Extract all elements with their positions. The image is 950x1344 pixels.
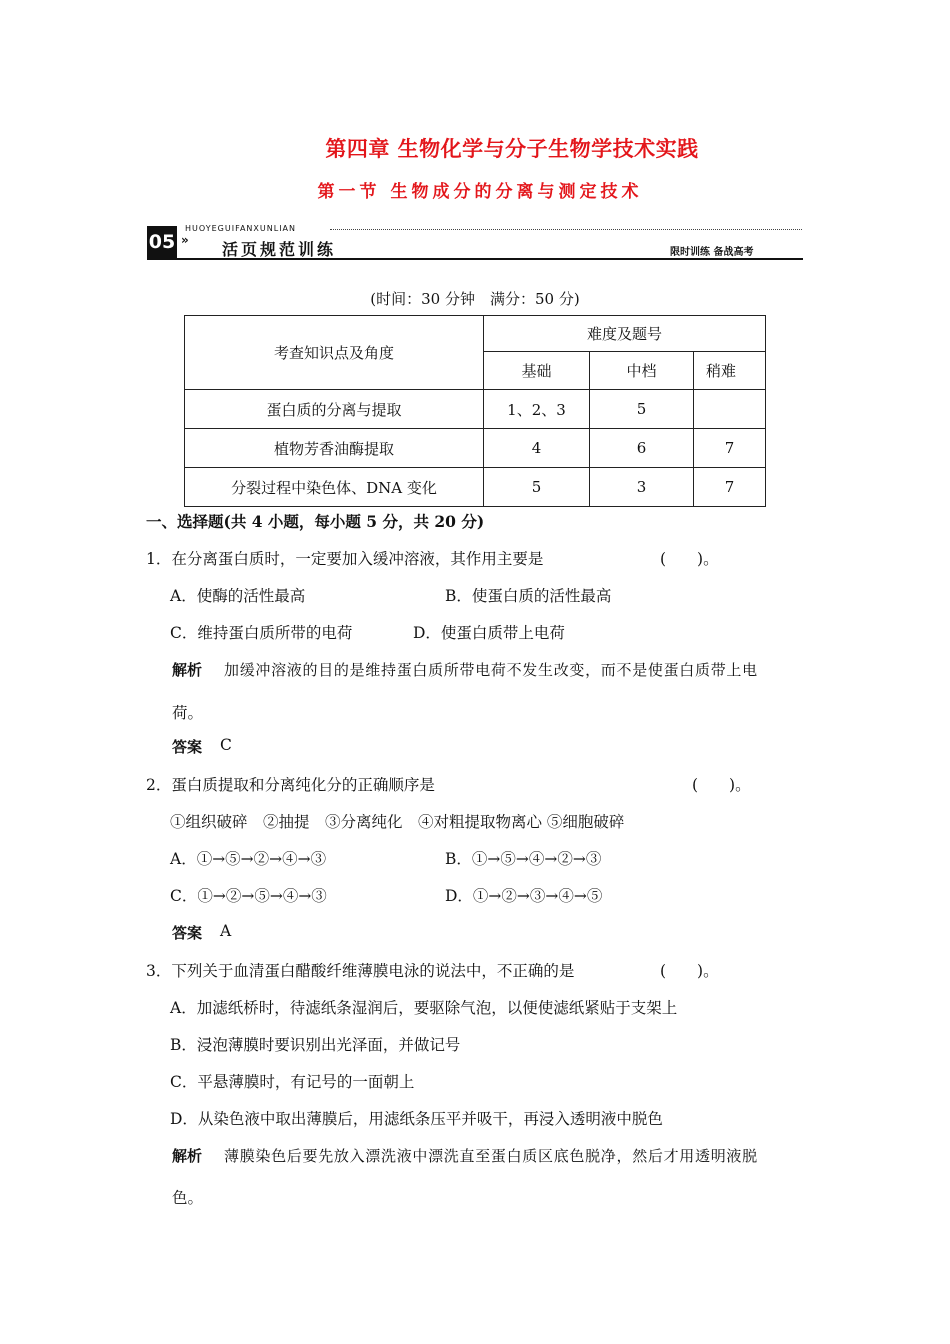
part-heading: 一、选择题(共 4 小题，每小题 5 分，共 20 分): [146, 512, 485, 531]
table-cell-topic: 植物芳香油酶提取: [185, 429, 484, 468]
banner-dotted-line: [330, 229, 802, 230]
banner-badge: 05: [147, 226, 177, 258]
table-cell-topic: 分裂过程中染色体、DNA 变化: [185, 468, 484, 507]
q3-analysis-text: 薄膜染色后要先放入漂洗液中漂洗直至蛋白质区底色脱净，然后才用透明液脱: [224, 1147, 758, 1165]
q1-answer-label: 答案: [172, 738, 203, 756]
section-title: 第一节 生物成分的分离与测定技术: [317, 182, 643, 202]
q1-analysis-text: 加缓冲溶液的目的是维持蛋白质所带电荷不发生改变，而不是使蛋白质带上电: [224, 661, 758, 679]
q3-option-c: C．平悬薄膜时，有记号的一面朝上: [170, 1073, 415, 1091]
q2-answer: A: [220, 922, 232, 940]
q1-option-a: A．使酶的活性最高: [170, 587, 306, 605]
q3-bracket: ( )。: [660, 962, 719, 980]
q2-steps: ①组织破碎 ②抽提 ③分离纯化 ④对粗提取物离心 ⑤细胞破碎: [170, 813, 625, 831]
knowledge-table: [184, 315, 766, 507]
q2-stem: 2．蛋白质提取和分离纯化分的正确顺序是: [146, 776, 435, 794]
q3-analysis-label: 解析: [172, 1147, 203, 1165]
table-col-medium: 中档: [590, 352, 694, 390]
q1-analysis-text-cont: 荷。: [172, 704, 204, 722]
q3-analysis-text-cont: 色。: [172, 1189, 204, 1207]
table-row: [185, 429, 766, 468]
table-cell-medium: 3: [590, 468, 694, 507]
q1-option-b: B．使蛋白质的活性最高: [445, 587, 612, 605]
table-cell-hard: 7: [694, 429, 766, 468]
table-cell-topic: 蛋白质的分离与提取: [185, 390, 484, 429]
banner-divider: [147, 258, 803, 260]
table-col-basic: 基础: [484, 352, 590, 390]
table-cell-medium: 5: [590, 390, 694, 429]
table-cell-hard: 7: [694, 468, 766, 507]
q1-option-d: D．使蛋白质带上电荷: [413, 624, 565, 642]
q1-analysis-label: 解析: [172, 661, 203, 679]
q2-option-b: B．①→⑤→④→②→③: [445, 850, 602, 868]
q1-bracket: ( )。: [660, 550, 719, 568]
table-cell-medium: 6: [590, 429, 694, 468]
q2-answer-label: 答案: [172, 924, 203, 942]
q2-option-a: A．①→⑤→②→④→③: [170, 850, 327, 868]
q1-stem: 1．在分离蛋白质时，一定要加入缓冲溶液，其作用主要是: [146, 550, 544, 568]
q1-option-c: C．维持蛋白质所带的电荷: [170, 624, 353, 642]
banner-title: 活页规范训练: [222, 240, 337, 259]
table-cell-basic: 4: [484, 429, 590, 468]
table-header-knowledge: 考查知识点及角度: [185, 316, 484, 390]
banner-subtitle: 限时训练 备战高考: [670, 247, 754, 258]
table-row: [185, 390, 766, 429]
table-cell-hard: [694, 390, 766, 429]
q2-bracket: ( )。: [692, 776, 751, 794]
q2-option-c: C．①→②→⑤→④→③: [170, 887, 327, 905]
table-row: [185, 468, 766, 507]
q3-stem: 3．下列关于血清蛋白醋酸纤维薄膜电泳的说法中，不正确的是: [146, 962, 575, 980]
q1-answer: C: [220, 736, 232, 754]
q3-option-a: A．加滤纸桥时，待滤纸条湿润后，要驱除气泡，以便使滤纸紧贴于支架上: [170, 999, 678, 1017]
q3-option-b: B．浸泡薄膜时要识别出光泽面，并做记号: [170, 1036, 461, 1054]
table-cell-basic: 1、2、3: [484, 390, 590, 429]
chevron-right-icon: »: [181, 233, 189, 247]
exam-meta: (时间：30 分钟 满分：50 分): [370, 290, 580, 308]
chapter-title: 第四章 生物化学与分子生物学技术实践: [325, 137, 699, 161]
banner-pinyin: HUOYEGUIFANXUNLIAN: [185, 224, 297, 233]
table-col-hard: 稍难: [694, 352, 766, 390]
q2-option-d: D．①→②→③→④→⑤: [445, 887, 603, 905]
q3-option-d: D．从染色液中取出薄膜后，用滤纸条压平并吸干，再浸入透明液中脱色: [170, 1110, 663, 1128]
table-header-difficulty: 难度及题号: [484, 316, 766, 352]
table-cell-basic: 5: [484, 468, 590, 507]
